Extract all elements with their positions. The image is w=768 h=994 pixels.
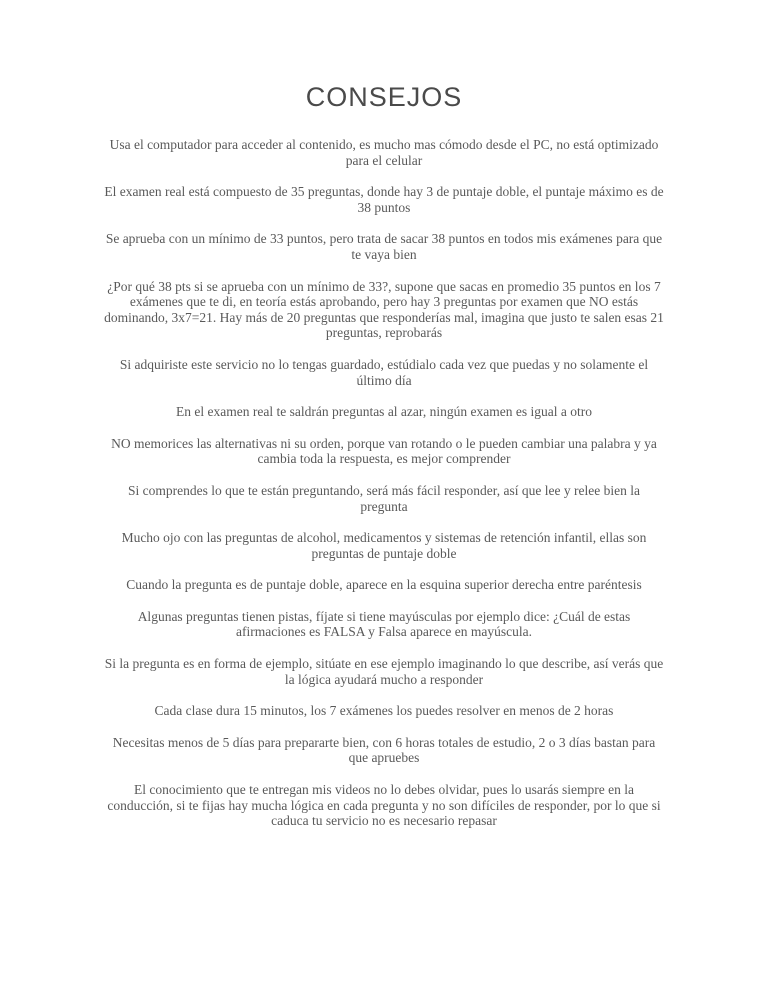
tip-paragraph: Usa el computador para acceder al contenido, es mucho mas cómodo desde el PC, no está optimizado para el celular xyxy=(109,137,659,168)
tip-paragraph: Si comprendes lo que te están preguntando, será más fácil responder, así que lee y relee bien la pregunta xyxy=(128,482,640,514)
tip-paragraph: Se aprueba con un mínimo de 33 puntos, pero trata de sacar 38 puntos en todos mis exámenes para que te vaya bien xyxy=(105,231,663,262)
tip-paragraph: Cuando la pregunta es de puntaje doble, aparece en la esquina superior derecha entre paréntesis xyxy=(126,577,642,593)
tip-paragraph: Mucho ojo con las preguntas de alcohol, medicamentos y sistemas de retención infantil, ellas son preguntas de puntaje doble xyxy=(121,530,647,561)
tip-paragraph: Necesitas menos de 5 días para prepararte bien, con 6 horas totales de estudio, 2 o 3 días bastan para que apruebes xyxy=(112,734,656,766)
tip-paragraph: El examen real está compuesto de 35 preguntas, donde hay 3 de puntaje doble, el puntaje máximo es de 38 puntos xyxy=(104,184,664,215)
tip-paragraph: ¿Por qué 38 pts si se aprueba con un mínimo de 33?, supone que sacas en promedio 35 puntos en los 7 exámenes que te di, en teoría estás aprobando, pero hay 3 preguntas por examen que NO estás dominando, 3x7=21. Hay más de 20 preguntas que responderías mal, imagina que justo te salen esas 21 preguntas, reprobarás xyxy=(104,278,664,341)
document-content xyxy=(103,82,665,829)
tip-paragraph: El conocimiento que te entregan mis videos no lo debes olvidar, pues lo usarás siempre en la conducción, si te fijas hay mucha lógica en cada pregunta y no son difíciles de responder, por lo que si caduca tu servicio no es necesario repasar xyxy=(107,782,661,829)
page-title: CONSEJOS xyxy=(305,82,463,112)
tip-paragraph: En el examen real te saldrán preguntas al azar, ningún examen es igual a otro xyxy=(176,404,592,420)
tip-paragraph: Si adquiriste este servicio no lo tengas guardado, estúdialo cada vez que puedas y no solamente el último día xyxy=(119,356,649,388)
tip-paragraph: NO memorices las alternativas ni su orden, porque van rotando o le pueden cambiar una palabra y ya cambia toda la respuesta, es mejor comprender xyxy=(111,435,657,467)
tip-paragraph: Algunas preguntas tienen pistas, fíjate si tiene mayúsculas por ejemplo dice: ¿Cuál de estas afirmaciones es FALSA y Falsa aparece en mayúscula. xyxy=(137,608,631,640)
tip-paragraph: Si la pregunta es en forma de ejemplo, sitúate en ese ejemplo imaginando lo que describe, así verás que la lógica ayudará mucho a responder xyxy=(104,656,664,687)
tip-paragraph: Cada clase dura 15 minutos, los 7 exámenes los puedes resolver en menos de 2 horas xyxy=(154,703,614,719)
